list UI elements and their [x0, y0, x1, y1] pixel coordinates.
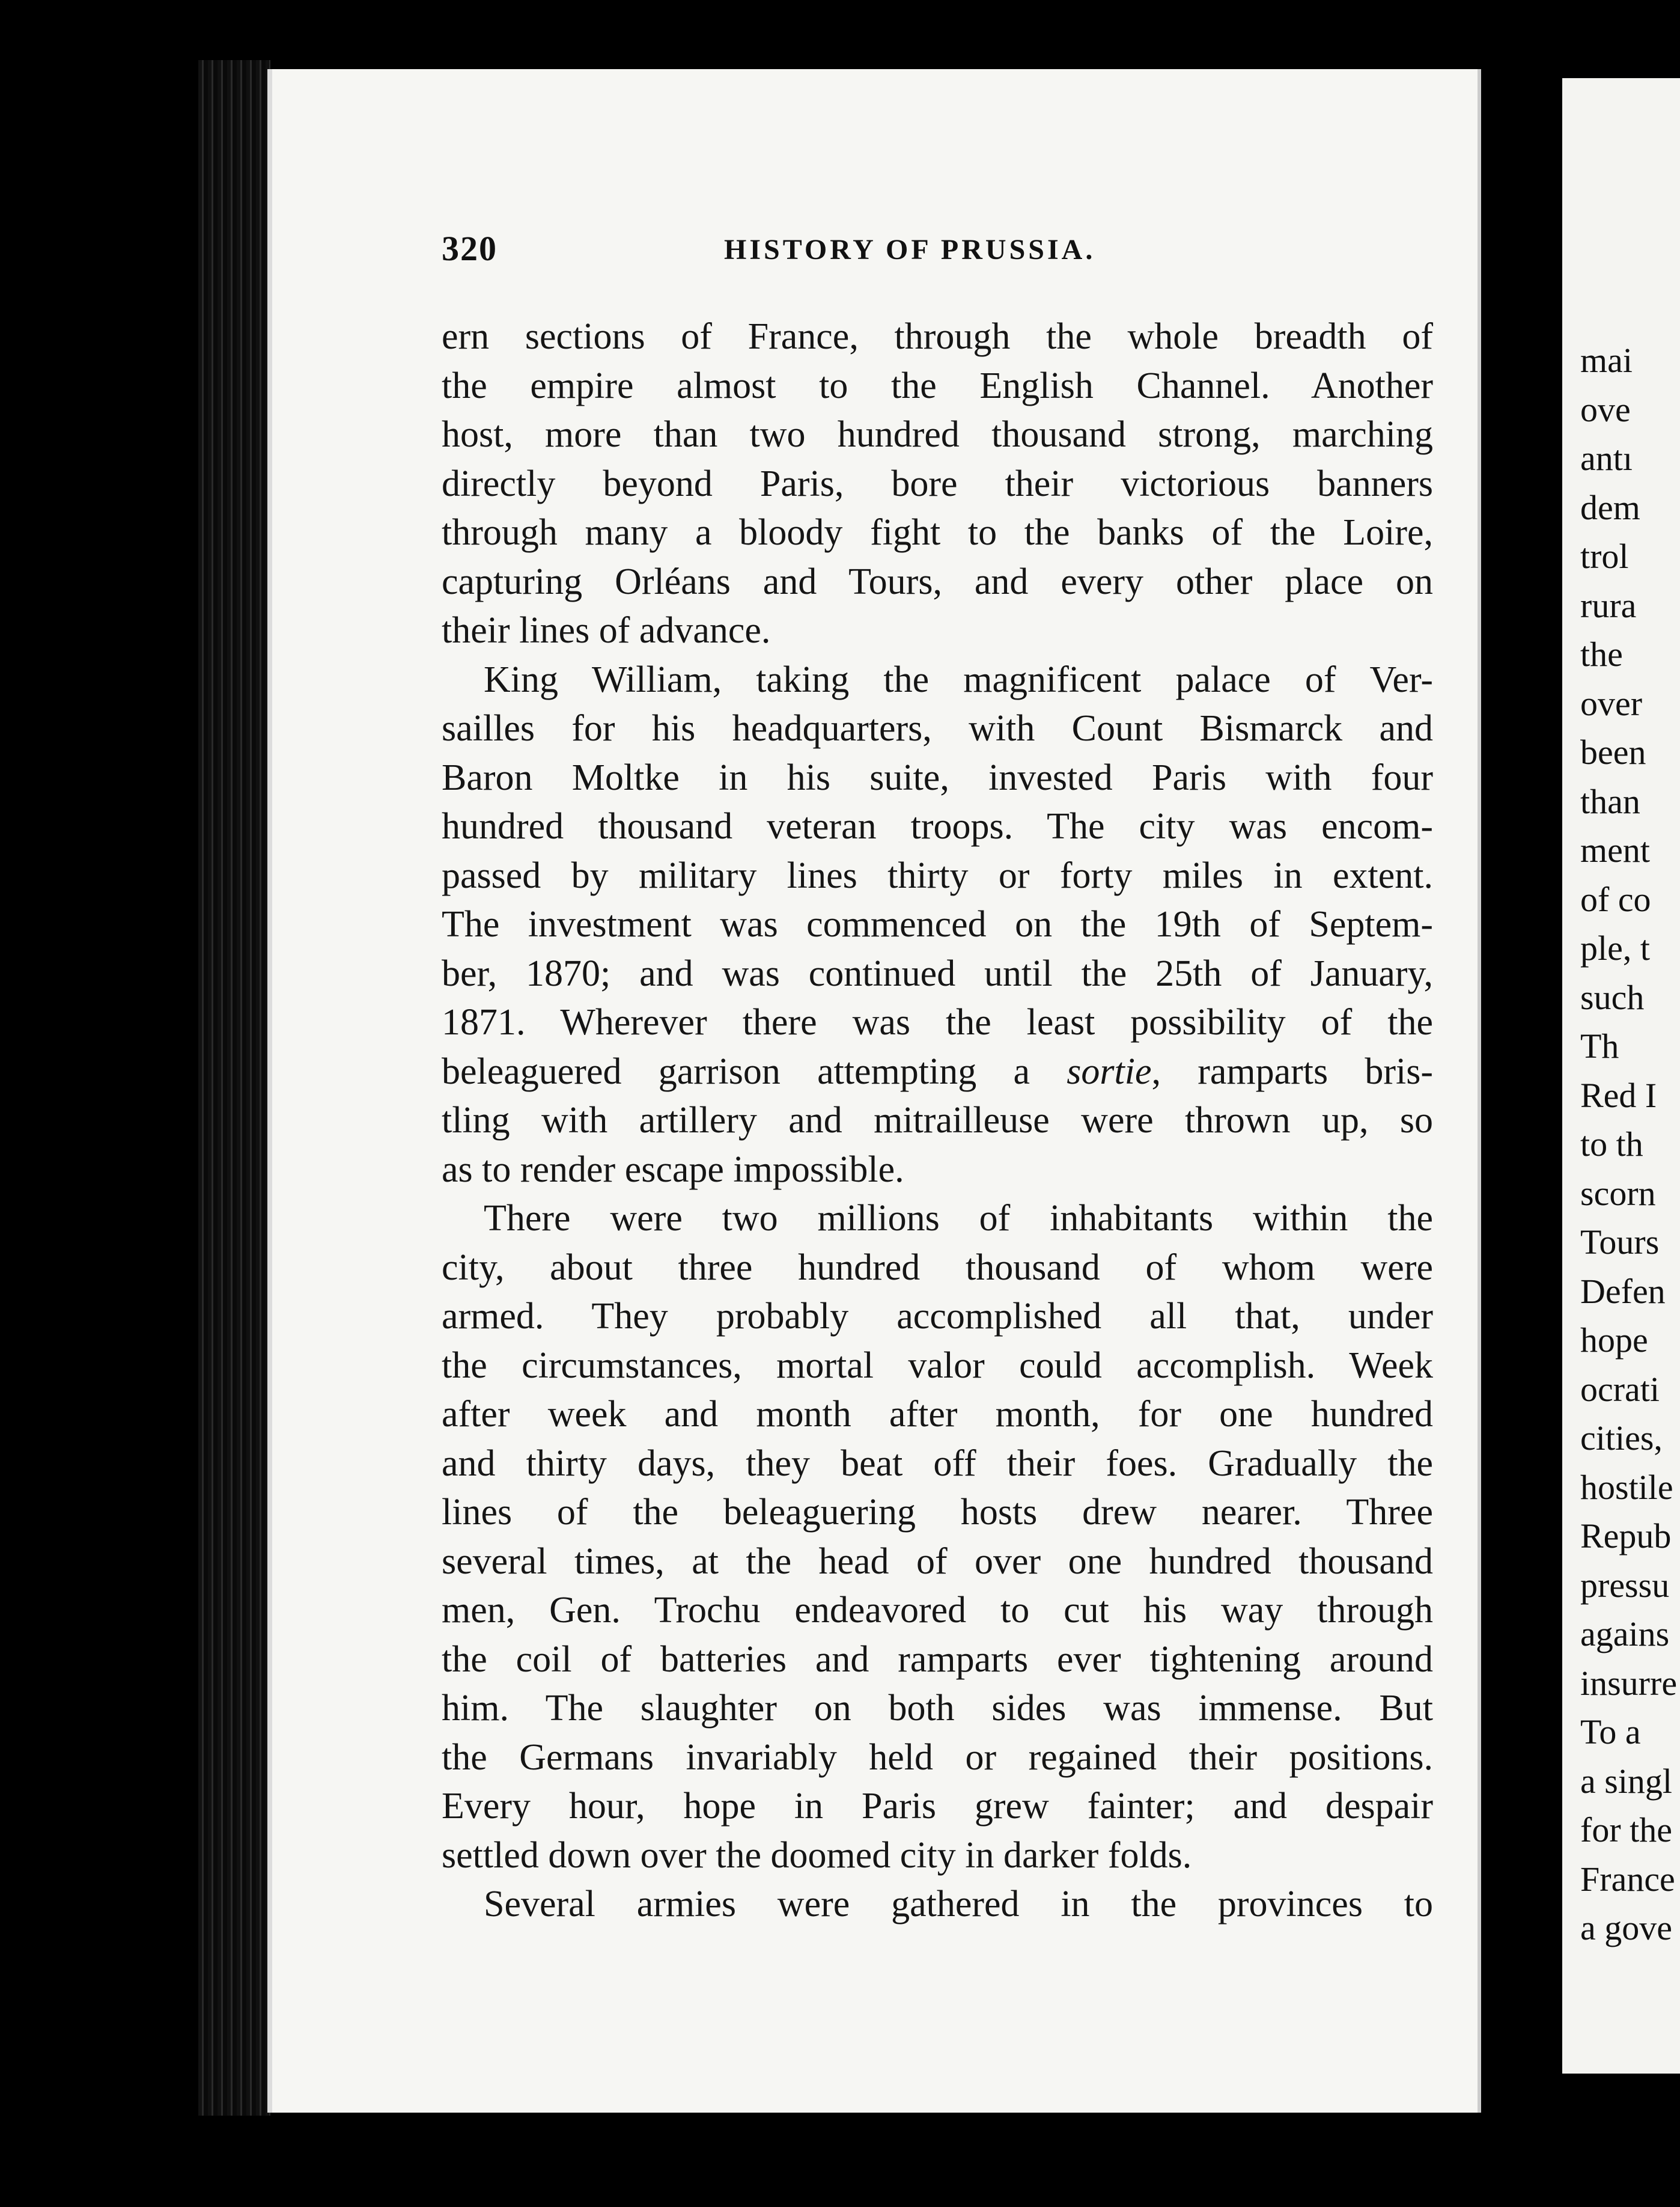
facing-page-line: ple, t — [1580, 929, 1650, 968]
page-number: 320 — [442, 229, 498, 268]
facing-page-line: agains — [1580, 1614, 1670, 1653]
text-line: beleaguered garrison attempting a sortie, ramparts bris- — [442, 1051, 1433, 1092]
text-line: ern sections of France, through the whole breadth of — [442, 316, 1433, 357]
facing-page-line: a singl — [1580, 1761, 1673, 1801]
facing-page-line: such — [1580, 977, 1645, 1017]
text-line: settled down over the doomed city in darker folds. — [442, 1834, 1192, 1876]
text-line: 1871. Wherever there was the least possibility of the — [442, 1002, 1433, 1043]
facing-page-line: scorn — [1580, 1173, 1656, 1213]
text-line: Several armies were gathered in the provinces to — [484, 1884, 1433, 1925]
text-line: sailles for his headquarters, with Count Bismarck and — [442, 708, 1433, 749]
text-line: capturing Orléans and Tours, and every other place on — [442, 561, 1433, 602]
text-line: lines of the beleaguering hosts drew nearer. Three — [442, 1492, 1433, 1533]
text-line: directly beyond Paris, bore their victorious banners — [442, 463, 1433, 504]
facing-page-line: Defen — [1580, 1271, 1666, 1311]
text-line: The investment was commenced on the 19th of Septem- — [442, 904, 1433, 945]
text-line: ber, 1870; and was continued until the 25th of January, — [442, 953, 1433, 994]
facing-page — [1562, 78, 1680, 2074]
facing-page-line: insurre — [1580, 1663, 1678, 1703]
facing-page-line: Tours — [1580, 1223, 1660, 1262]
facing-page-line: hope — [1580, 1320, 1648, 1360]
text-line: tling with artillery and mitrailleuse were thrown up, so — [442, 1100, 1433, 1141]
book-spine — [198, 60, 270, 2116]
facing-page-line: ove — [1580, 389, 1631, 429]
text-line: men, Gen. Trochu endeavored to cut his way through — [442, 1590, 1433, 1631]
facing-page-line: mai — [1580, 341, 1633, 380]
facing-page-line: to th — [1580, 1125, 1643, 1164]
text-line: through many a bloody fight to the banks of the Loire, — [442, 512, 1433, 553]
facing-page-line: pressu — [1580, 1565, 1670, 1605]
text-line: him. The slaughter on both sides was immense. But — [442, 1688, 1433, 1729]
facing-page-line: than — [1580, 781, 1640, 821]
running-head: HISTORY OF PRUSSIA. — [724, 234, 1096, 266]
text-line: the Germans invariably held or regained their positions. — [442, 1736, 1433, 1778]
facing-page-line: been — [1580, 733, 1646, 772]
text-line: host, more than two hundred thousand strong, marching — [442, 414, 1433, 455]
facing-page-line: of co — [1580, 879, 1651, 919]
facing-page-line: Red I — [1580, 1075, 1657, 1115]
text-line: armed. They probably accomplished all that, under — [442, 1296, 1433, 1337]
text-line: the coil of batteries and ramparts ever tightening around — [442, 1638, 1433, 1680]
text-line: King William, taking the magnificent palace of Ver- — [484, 659, 1433, 700]
facing-page-line: a gove — [1580, 1908, 1672, 1947]
facing-page-line: antı — [1580, 439, 1633, 478]
facing-page-line: ocrati — [1580, 1369, 1660, 1409]
facing-page-line: rura — [1580, 585, 1637, 625]
facing-page-line: France — [1580, 1859, 1675, 1899]
text-line: several times, at the head of over one hundred thousand — [442, 1540, 1433, 1582]
text-line: as to render escape impossible. — [442, 1149, 904, 1190]
text-line: after week and month after month, for one hundred — [442, 1394, 1433, 1435]
text-line: their lines of advance. — [442, 610, 771, 651]
facing-page-line: the — [1580, 635, 1623, 674]
facing-page-line: To a — [1580, 1712, 1641, 1751]
text-line: hundred thousand veteran troops. The city was encom- — [442, 806, 1433, 847]
facing-page-line: hostile — [1580, 1467, 1673, 1507]
facing-page-line: Th — [1580, 1027, 1619, 1066]
facing-page-line: cities, — [1580, 1418, 1663, 1458]
facing-page-line: ment — [1580, 831, 1650, 870]
facing-page-line: for the — [1580, 1810, 1672, 1849]
text-line: city, about three hundred thousand of whom were — [442, 1247, 1433, 1288]
page-header — [442, 228, 1163, 276]
facing-page-line: over — [1580, 683, 1643, 723]
text-line: Every hour, hope in Paris grew fainter; and despair — [442, 1786, 1433, 1827]
text-line: There were two millions of inhabitants within the — [484, 1198, 1433, 1239]
text-line: and thirty days, they beat off their foes. Gradually the — [442, 1442, 1433, 1484]
text-line: passed by military lines thirty or forty miles in extent. — [442, 855, 1433, 896]
facing-page-line: Repub — [1580, 1516, 1672, 1555]
body-text — [442, 313, 1433, 1929]
text-line: Baron Moltke in his suite, invested Paris with four — [442, 757, 1433, 798]
facing-page-line: dem — [1580, 487, 1640, 527]
facing-page-line: trol — [1580, 537, 1629, 576]
text-line: the empire almost to the English Channel. Another — [442, 365, 1433, 406]
text-line: the circumstances, mortal valor could accomplish. Week — [442, 1345, 1433, 1386]
